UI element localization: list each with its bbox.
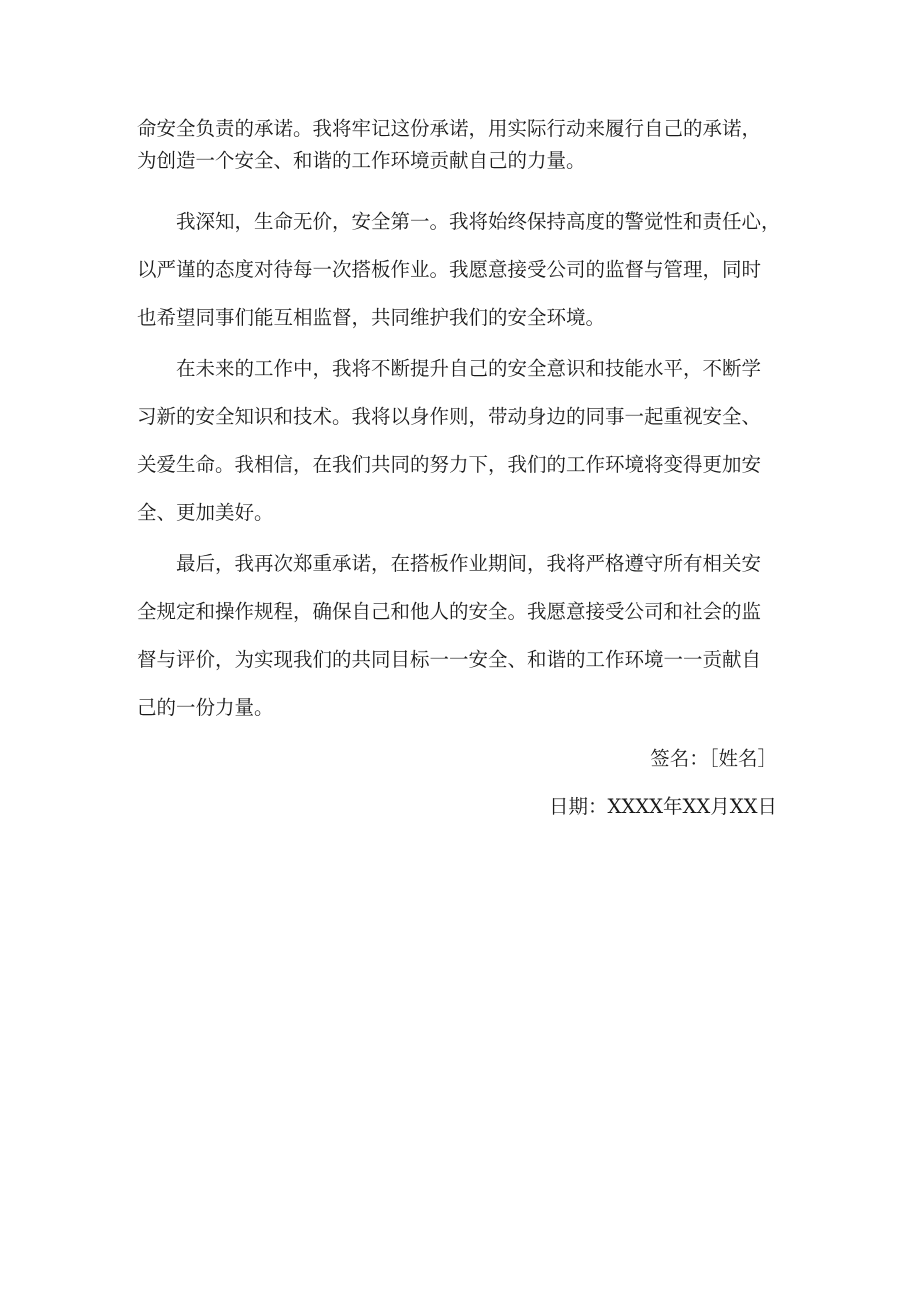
paragraph-3 bbox=[137, 540, 785, 732]
text-line: 全规定和操作规程，确保自己和他人的安全。我愿意接受公司和社会的监 bbox=[137, 600, 762, 623]
text-line: 为创造一个安全、和谐的工作环境贡献自己的力量。 bbox=[137, 149, 586, 172]
text-line: 关爱生命。我相信，在我们共同的努力下，我们的工作环境将变得更加安 bbox=[137, 453, 762, 476]
paragraph-2 bbox=[137, 345, 785, 537]
text-line: 命安全负责的承诺。我将牢记这份承诺，用实际行动来履行自己的承诺， bbox=[137, 117, 762, 140]
paragraph-continuation bbox=[137, 113, 785, 177]
paragraph-1 bbox=[137, 198, 785, 342]
text-line: 也希望同事们能互相监督，共同维护我们的安全环境。 bbox=[137, 306, 606, 329]
text-line: 习新的安全知识和技术。我将以身作则，带动身边的同事一起重视安全、 bbox=[137, 405, 762, 428]
text-line: 最后，我再次郑重承诺，在搭板作业期间，我将严格遵守所有相关安 bbox=[137, 552, 762, 575]
document-page bbox=[137, 113, 785, 831]
text-line: 全、更加美好。 bbox=[137, 501, 274, 524]
date-line: 日期：XXXX年XX月XX日 bbox=[548, 795, 777, 818]
text-line: 己的一份力量。 bbox=[137, 696, 274, 719]
text-line: 以严谨的态度对待每一次搭板作业。我愿意接受公司的监督与管理，同时 bbox=[137, 258, 762, 281]
text-line: 我深知，生命无价，安全第一。我将始终保持高度的警觉性和责任心， bbox=[137, 210, 781, 233]
text-line: 督与评价，为实现我们的共同目标一一安全、和谐的工作环境一一贡献自 bbox=[137, 648, 762, 671]
text-line: 在未来的工作中，我将不断提升自己的安全意识和技能水平，不断学 bbox=[137, 357, 762, 380]
signature-line: 签名：［姓名］ bbox=[650, 747, 777, 770]
